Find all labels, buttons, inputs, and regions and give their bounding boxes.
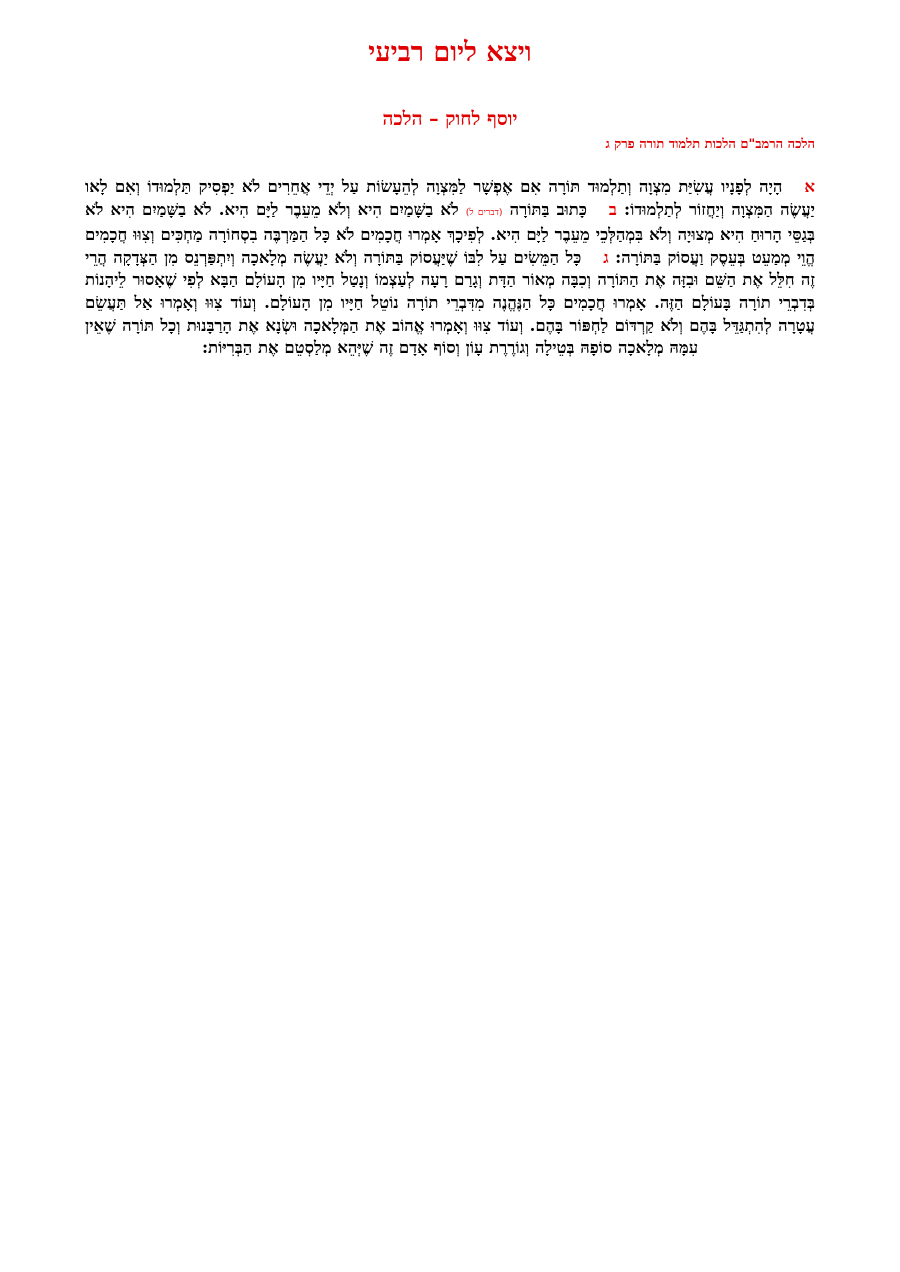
halacha-body [85,176,815,360]
paragraph-b-text-start: כָּתוּב בַּתּוֹרָה [509,199,587,219]
page-title: ויצא ליום רביעי [368,37,532,68]
paragraph-marker-g: ג [603,247,609,267]
verse-reference: (דברים ל) [465,207,503,218]
paragraph-marker-a: א [804,177,815,196]
section-subtitle: יוסף לחוק – הלכה [382,108,518,130]
paragraph-g-text: כָּל הַמֵּשִׂים עַל לִבּוֹ שֶׁיַּעֲסוֹק בַּתּוֹרָה וְלֹא יַעֲשֶׂה מְלָאכָה וְיִתְפַּרְנֵס מִן הַצְּדָקָה הֲרֵי זֶה חִלֵּל אֶת הַשֵּׁם וּבִזָּה אֶת הַתּוֹרָה וְכִבָּה מְאוֹר הַדָּת וְגָרַם רָעָה לְעַצְמוֹ וְנָטַל חַיָּיו מִן הָעוֹלָם הַבָּא לְפִי שֶׁאָסוּר לֵיהָנוֹת בְּדִבְרֵי תוֹרָה בָּעוֹלָם הַזֶּה. אָמְרוּ חֲכָמִים כָּל הַנֶּהֱנֶה מִדִּבְרֵי תוֹרָה נוֹטֵל חַיָּיו מִן הָעוֹלָם. וְעוֹד צִוּוּ וְאָמְרוּ אַל תַּעֲשֵׂם עֲטָרָה לְהִתְגַּדֵּל בָּהֶם וְלֹא קַרְדּוֹם לַחְפּוֹר בָּהֶם. וְעוֹד צִוּוּ וְאָמְרוּ אֱהוֹב אֶת הַמְּלָאכָה וּשְׂנָא אֶת הָרַבָּנוּת וְכָל תּוֹרָה שֶׁאֵין עִמָּהּ מְלָאכָה סוֹפָהּ בְּטֵילָה וְגוֹרֶרֶת עָוֹן וְסוֹף אָדָם זֶה שֶׁיְּהֵא מְלַסְטֵם אֶת הַבְּרִיּוֹת: [85,247,815,358]
paragraph-marker-b: ב [608,199,617,219]
paragraph-b-text-rest: לֹא בַשָּׁמַיִם הִיא וְלֹא מֵעֵבֶר לַיָּם הִיא. לֹא בַשָּׁמַיִם הִיא לֹא בְּגַסֵּי הָרוּחַ הִיא מְצוּיָה וְלֹא בִּמְהַלְּכֵי מֵעֵבֶר לַיָּם הִיא. לְפִיכָךְ אָמְרוּ חֲכָמִים לֹא כָּל הַמַּרְבֶּה בִסְחוֹרָה מַחְכִּים וְצִוּוּ חֲכָמִים הֱוֵי מְמַעֵט בְּעֵסֶק וַעֲסוֹק בַּתּוֹרָה: [85,199,816,267]
document-page [85,0,815,360]
source-reference: הלכה הרמב"ם הלכות תלמוד תורה פרק ג [605,137,815,152]
paragraph-a-text: הָיָה לְפָנָיו עֲשִׂיַּת מִצְוָה וְתַלְמוּד תּוֹרָה אִם אֶפְשָׁר לַמִּצְוָה לְהֵעָשׂוֹת עַל יְדֵי אֲחֵרִים לֹא יַפְסִיק תַּלְמוּדוֹ וְאִם לָאו יַעֲשֶׂה הַמִּצְוָה וְיַחֲזוֹר לְתַלְמוּדוֹ: [85,177,815,219]
